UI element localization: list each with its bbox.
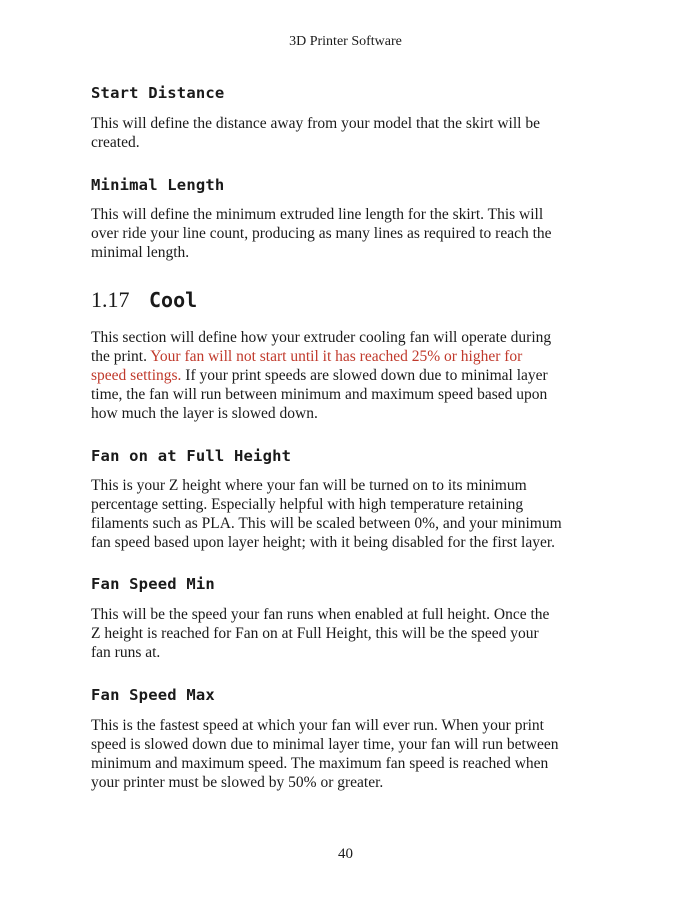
fan-speed-min-heading: Fan Speed Min bbox=[91, 575, 215, 593]
fan-full-height-heading: Fan on at Full Height bbox=[91, 447, 292, 465]
text-line: percentage setting. Especially helpful with high temperature retaining bbox=[91, 496, 524, 513]
cool-paragraph bbox=[91, 328, 585, 423]
text-line: fan speed based upon layer height; with it being disabled for the first layer. bbox=[91, 534, 556, 551]
fan-speed-min-paragraph bbox=[91, 605, 585, 662]
text-run: the print. bbox=[91, 348, 151, 365]
section-title: Cool bbox=[149, 288, 198, 312]
text-line: This section will define how your extruder cooling fan will operate during bbox=[91, 329, 552, 346]
running-header: 3D Printer Software bbox=[289, 34, 402, 49]
fan-speed-max-heading: Fan Speed Max bbox=[91, 686, 215, 704]
text-line: fan runs at. bbox=[91, 644, 161, 661]
text-line: This is your Z height where your fan will be turned on to its minimum bbox=[91, 477, 527, 494]
text-line bbox=[91, 347, 585, 366]
page-number: 40 bbox=[338, 846, 353, 862]
text-line bbox=[91, 366, 585, 385]
text-line: minimum and maximum speed. The maximum fan speed is reached when bbox=[91, 755, 549, 772]
section-heading-cool bbox=[91, 287, 197, 313]
section-number: 1.17 bbox=[91, 287, 130, 312]
text-line: This is the fastest speed at which your fan will ever run. When your print bbox=[91, 717, 544, 734]
text-line: This will be the speed your fan runs when enabled at full height. Once the bbox=[91, 606, 550, 623]
minimal-length-heading: Minimal Length bbox=[91, 176, 225, 194]
text-line: This will define the minimum extruded line length for the skirt. This will bbox=[91, 206, 544, 223]
text-line: minimal length. bbox=[91, 244, 190, 261]
highlighted-warning-text: Your fan will not start until it has reached 25% or higher for bbox=[150, 348, 523, 365]
text-line: created. bbox=[91, 134, 140, 151]
text-line: over ride your line count, producing as many lines as required to reach the bbox=[91, 225, 552, 242]
start-distance-paragraph bbox=[91, 114, 585, 152]
text-line: filaments such as PLA. This will be scaled between 0%, and your minimum bbox=[91, 515, 562, 532]
text-line: how much the layer is slowed down. bbox=[91, 405, 318, 422]
text-line: This will define the distance away from your model that the skirt will be bbox=[91, 115, 540, 132]
start-distance-heading: Start Distance bbox=[91, 84, 225, 102]
text-line: time, the fan will run between minimum and maximum speed based upon bbox=[91, 386, 548, 403]
fan-full-height-paragraph bbox=[91, 476, 585, 552]
fan-speed-max-paragraph bbox=[91, 716, 585, 792]
text-run: If your print speeds are slowed down due to minimal layer bbox=[181, 367, 548, 384]
minimal-length-paragraph bbox=[91, 205, 585, 262]
highlighted-warning-text: speed settings. bbox=[91, 367, 182, 384]
text-line: your printer must be slowed by 50% or greater. bbox=[91, 774, 384, 791]
text-line: Z height is reached for Fan on at Full Height, this will be the speed your bbox=[91, 625, 539, 642]
text-line: speed is slowed down due to minimal layer time, your fan will run between bbox=[91, 736, 559, 753]
